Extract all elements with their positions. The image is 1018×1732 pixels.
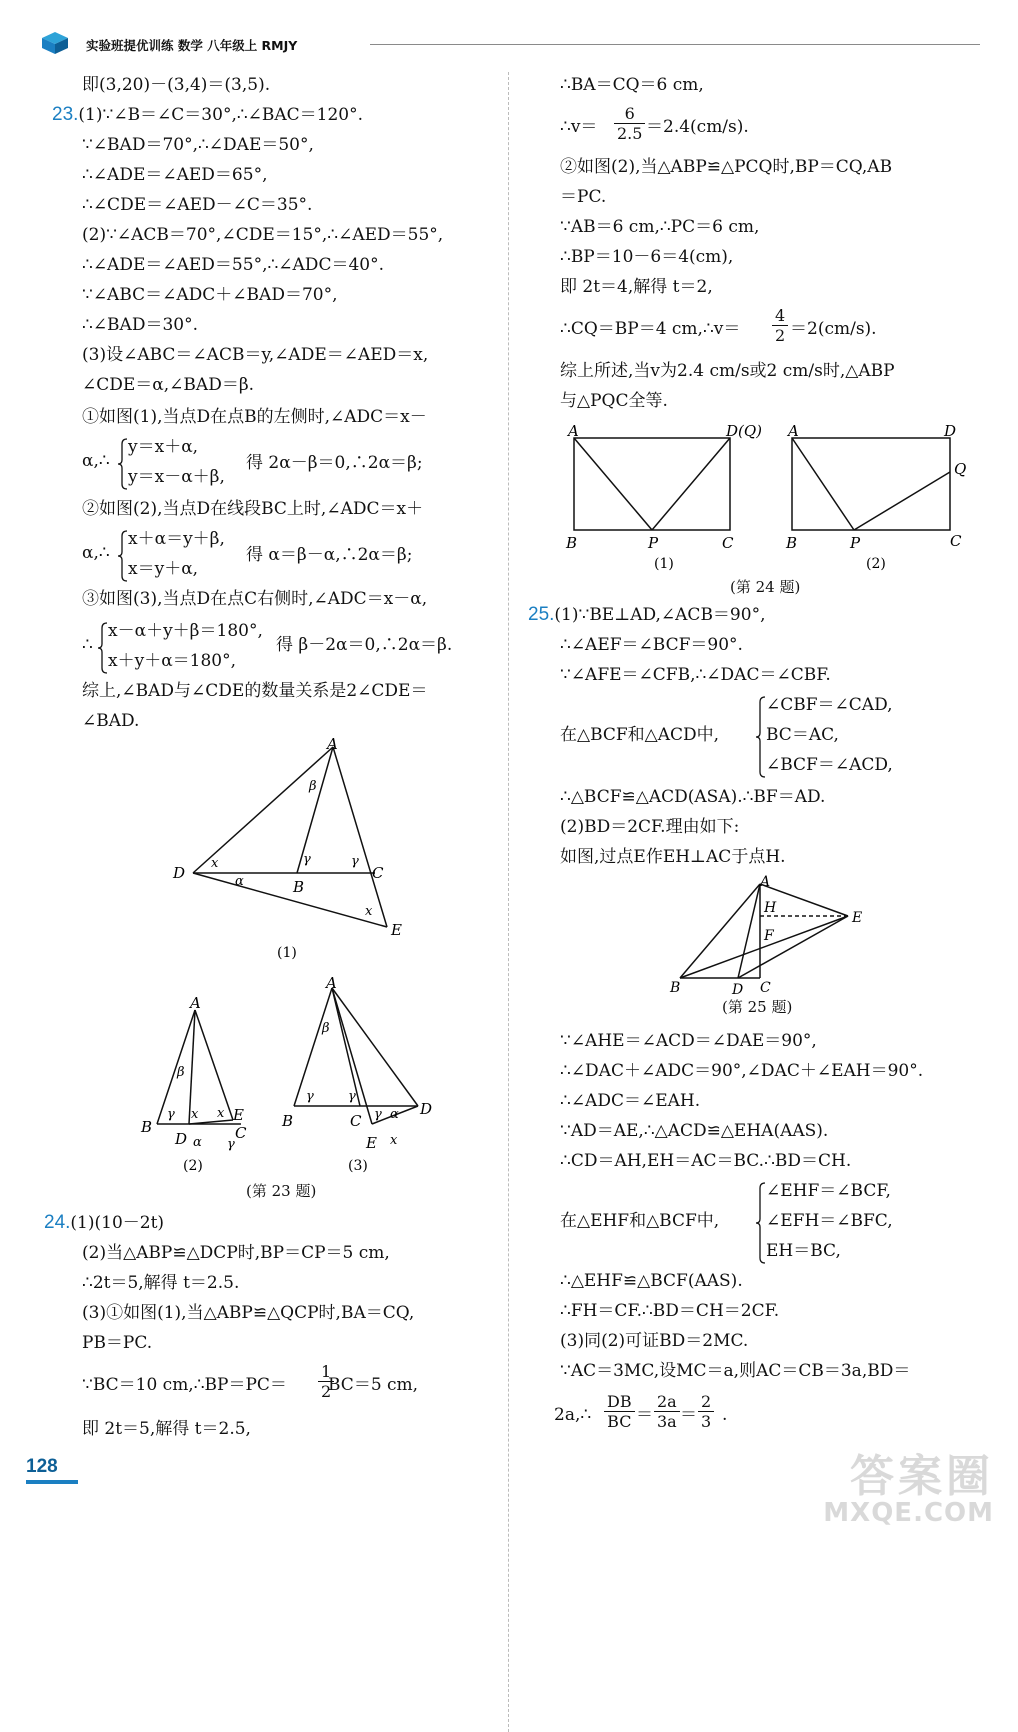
text-line — [82, 254, 384, 276]
fig-sublabel: (2) — [183, 1158, 203, 1174]
text-line — [560, 116, 597, 138]
fig-label: E — [391, 921, 402, 939]
text-line — [766, 1180, 891, 1202]
fraction — [604, 1392, 635, 1431]
text-line — [560, 1090, 700, 1112]
text-content: ∵∠AHE＝∠ACD＝∠DAE＝90°, — [560, 1031, 817, 1051]
text-line — [646, 116, 749, 138]
header-rule — [370, 44, 980, 45]
fig-label: γ — [227, 1137, 235, 1152]
fraction-numerator: 2 — [698, 1392, 714, 1412]
fig-label: β — [322, 1021, 330, 1036]
text-line — [554, 1404, 591, 1426]
fig-label: C — [235, 1124, 247, 1142]
text-line — [766, 724, 839, 746]
text-line — [82, 74, 270, 96]
fig-label: A — [788, 422, 799, 440]
figure-24-2 — [782, 418, 982, 578]
text-content: 即 2t＝5,解得 t＝2.5, — [82, 1419, 251, 1439]
figure-24-1 — [562, 418, 772, 578]
text-content: y＝x＋α, — [128, 437, 199, 457]
text-content: ＝ — [680, 1405, 697, 1425]
left-brace-icon — [118, 438, 128, 490]
text-line — [82, 224, 443, 246]
fig-label: D — [732, 982, 744, 998]
text-line — [328, 1374, 418, 1396]
text-line — [128, 558, 198, 580]
fig-label: α — [390, 1107, 399, 1122]
text-content: 得 α＝β－α,∴2α＝β; — [246, 545, 413, 565]
text-line — [766, 694, 893, 716]
text-content: (1)(10－2t) — [70, 1213, 165, 1233]
question-number: 24. — [44, 1212, 71, 1233]
text-content: ∴∠AEF＝∠BCF＝90°. — [560, 635, 743, 655]
fig-label: β — [177, 1065, 185, 1080]
text-line — [82, 1374, 287, 1396]
text-content: ∴△BCF≌△ACD(ASA).∴BF＝AD. — [560, 787, 826, 807]
text-content: (3)同(2)可证BD＝2MC. — [560, 1331, 749, 1351]
text-content: PB＝PC. — [82, 1333, 153, 1353]
text-content: 得 2α－β＝0,∴2α＝β; — [246, 453, 423, 473]
text-line — [560, 156, 892, 178]
fig-label: γ — [348, 1089, 356, 1104]
text-line — [82, 284, 338, 306]
text-content: ∴∠DAC＋∠ADC＝90°,∠DAC＋∠EAH＝90°. — [560, 1061, 924, 1081]
text-content: ＝2.4(cm/s). — [646, 117, 749, 137]
text-line — [766, 754, 893, 776]
fraction-denominator: 2 — [321, 1382, 332, 1401]
text-content: α,∴ — [82, 543, 110, 563]
text-line — [560, 1210, 719, 1232]
text-line — [636, 1404, 653, 1426]
text-content: ∵AC＝3MC,设MC＝a,则AC＝CB＝3a,BD＝ — [560, 1361, 911, 1381]
fig-label: D — [173, 864, 186, 882]
fraction-denominator: 2.5 — [617, 124, 643, 143]
fig-label: Q — [954, 460, 967, 478]
fraction-denominator: 3a — [657, 1412, 677, 1431]
text-content: ∵∠BAD＝70°,∴∠DAE＝50°, — [82, 135, 314, 155]
watermark-bottom: MXQE.COM — [823, 1498, 994, 1528]
text-content: ∴ — [82, 635, 93, 655]
text-line — [246, 544, 412, 566]
text-line — [560, 634, 743, 656]
fig-label: x — [365, 904, 373, 919]
figure-23-2 — [135, 990, 260, 1179]
figure-23-3 — [278, 970, 448, 1179]
fraction-denominator: BC — [607, 1412, 632, 1431]
text-line — [560, 246, 733, 268]
fig-label: A — [190, 994, 201, 1012]
fig-label: A — [760, 874, 771, 890]
text-line — [276, 634, 452, 656]
text-line — [108, 620, 263, 642]
fig-label: B — [141, 1118, 153, 1136]
text-content: ∠BAD. — [82, 711, 140, 731]
fig-label: E — [366, 1134, 377, 1152]
text-line — [560, 1030, 817, 1052]
text-content: ∠CBF＝∠CAD, — [766, 695, 893, 715]
text-content: ∴2t＝5,解得 t＝2.5. — [82, 1273, 240, 1293]
text-line — [560, 1060, 923, 1082]
text-content: ∴∠ADC＝∠EAH. — [560, 1091, 701, 1111]
text-line — [82, 588, 427, 610]
text-content: x＋y＋α＝180°, — [108, 651, 237, 671]
fig-label: γ — [351, 854, 359, 869]
text-line — [560, 74, 704, 96]
text-content: ∴∠CDE＝∠AED－∠C＝35°. — [82, 195, 313, 215]
left-brace-icon — [118, 530, 128, 582]
text-content: x＋α＝y＋β, — [128, 529, 225, 549]
text-line — [82, 1302, 414, 1324]
fig-label: β — [309, 779, 317, 794]
text-line — [82, 314, 198, 336]
text-content: ②如图(2),当△ABP≌△PCQ时,BP＝CQ,AB — [560, 157, 893, 177]
text-line — [128, 436, 198, 458]
left-brace-icon — [756, 696, 766, 778]
text-line — [722, 1404, 727, 1426]
text-line — [560, 816, 739, 838]
text-content: ＝ — [636, 1405, 653, 1425]
text-line — [560, 1120, 828, 1142]
text-line — [560, 318, 740, 340]
fig-label: P — [850, 534, 861, 552]
text-line — [82, 450, 110, 472]
fraction — [698, 1392, 714, 1431]
text-content: ∴CD＝AH,EH＝AC＝BC.∴BD＝CH. — [560, 1151, 852, 1171]
text-line — [560, 1300, 779, 1322]
text-content: ∴∠BAD＝30°. — [82, 315, 198, 335]
fraction-denominator: 2 — [775, 326, 786, 345]
text-line — [560, 216, 759, 238]
text-content: 即(3,20)－(3,4)＝(3,5). — [82, 75, 271, 95]
fig-label: F — [764, 928, 774, 944]
text-line — [560, 664, 831, 686]
fraction — [654, 1392, 680, 1431]
fig-label: A — [568, 422, 579, 440]
fig-label: B — [670, 980, 681, 996]
text-content: ∴∠ADE＝∠AED＝65°, — [82, 165, 268, 185]
text-line — [82, 406, 427, 428]
text-line — [82, 164, 267, 186]
text-content: 2a,∴ — [554, 1405, 592, 1425]
text-line — [560, 1360, 910, 1382]
text-line — [560, 724, 719, 746]
text-line — [82, 710, 139, 732]
text-content: ∵∠ABC＝∠ADC＋∠BAD＝70°, — [82, 285, 338, 305]
question-number: 25. — [528, 604, 555, 625]
text-content: ＝PC. — [560, 187, 607, 207]
text-line — [82, 194, 312, 216]
fig-label: B — [566, 534, 578, 552]
fig-label: D — [944, 422, 957, 440]
text-content: 在△BCF和△ACD中, — [560, 725, 720, 745]
fig-label: H — [764, 900, 777, 916]
text-content: (2)∵∠ACB＝70°,∠CDE＝15°,∴∠AED＝55°, — [82, 225, 444, 245]
fig-label: A — [327, 735, 338, 753]
fig-label: A — [326, 974, 337, 992]
text-line — [128, 528, 225, 550]
text-line — [560, 786, 825, 808]
text-content: BC＝5 cm, — [328, 1375, 419, 1395]
fraction-numerator: DB — [604, 1392, 635, 1412]
text-line — [560, 276, 713, 298]
left-brace-icon — [756, 1182, 766, 1264]
fig-label: γ — [306, 1089, 314, 1104]
text-content: 在△EHF和△BCF中, — [560, 1211, 720, 1231]
text-line — [766, 1210, 893, 1232]
fig-label: E — [852, 910, 863, 926]
fig-label: x — [217, 1106, 225, 1121]
text-content: 得 β－2α＝0,∴2α＝β. — [276, 635, 453, 655]
text-content: ∠EFH＝∠BFC, — [766, 1211, 893, 1231]
fig-label: C — [950, 532, 962, 550]
text-line — [82, 344, 428, 366]
fig-label: B — [786, 534, 798, 552]
fraction — [318, 1362, 334, 1401]
fraction-numerator: 4 — [772, 306, 788, 326]
text-line — [44, 1212, 164, 1234]
text-content: BC＝AC, — [766, 725, 839, 745]
text-line — [82, 1418, 251, 1440]
text-content: ∴v＝ — [560, 117, 598, 137]
figure-24-caption: (第 24 题) — [730, 578, 801, 596]
fig-label: C — [372, 864, 384, 882]
page-number: 128 — [26, 1456, 58, 1477]
text-line — [82, 498, 423, 520]
figure-23-caption: (第 23 题) — [246, 1182, 317, 1200]
text-line — [560, 1270, 743, 1292]
text-line — [560, 360, 895, 382]
text-line — [766, 1240, 841, 1262]
fig-label: E — [233, 1106, 244, 1124]
fig-label: C — [760, 980, 771, 996]
fig-label: x — [211, 856, 219, 871]
fig-label: γ — [167, 1107, 175, 1122]
text-content: 如图,过点E作EH⊥AC于点H. — [560, 847, 786, 867]
text-content: (3)①如图(1),当△ABP≌△QCP时,BA＝CQ, — [82, 1303, 415, 1323]
text-line — [82, 1272, 239, 1294]
text-line — [108, 650, 236, 672]
text-content: ∴CQ＝BP＝4 cm,∴v＝ — [560, 319, 741, 339]
text-content: ∵BC＝10 cm,∴BP＝PC＝ — [82, 1375, 287, 1395]
fig-sublabel: (1) — [277, 945, 297, 961]
column-divider — [508, 72, 509, 1732]
text-line — [82, 634, 93, 656]
text-line — [82, 134, 314, 156]
fraction-numerator: 2a — [654, 1392, 680, 1412]
fig-label: γ — [303, 852, 311, 867]
fig-label: D — [175, 1130, 188, 1148]
fig-label: B — [293, 878, 305, 896]
fig-label: α — [193, 1135, 202, 1150]
text-line — [560, 846, 786, 868]
fig-sublabel: (1) — [654, 556, 674, 572]
fraction — [772, 306, 788, 345]
left-brace-icon — [98, 622, 108, 674]
header-title: 实验班提优训练 数学 八年级上 RMJY — [86, 38, 298, 53]
fig-label: x — [390, 1133, 398, 1148]
text-line — [82, 1242, 390, 1264]
text-content: ∠EHF＝∠BCF, — [766, 1181, 891, 1201]
text-line — [82, 1332, 152, 1354]
text-content: 即 2t＝4,解得 t＝2, — [560, 277, 713, 297]
book-logo-icon — [40, 30, 70, 56]
fig-label: B — [282, 1112, 294, 1130]
text-content: (1)∵∠B＝∠C＝30°,∴∠BAC＝120°. — [78, 105, 364, 125]
text-content: ②如图(2),当点D在线段BC上时,∠ADC＝x＋ — [82, 499, 424, 519]
text-content: ①如图(1),当点D在点B的左侧时,∠ADC＝x－ — [82, 407, 427, 427]
fig-label: C — [722, 534, 734, 552]
fraction — [614, 104, 645, 143]
text-line — [560, 390, 668, 412]
text-content: ∠BCF＝∠ACD, — [766, 755, 893, 775]
fraction-numerator: 6 — [614, 104, 645, 124]
text-line — [52, 104, 363, 126]
text-line — [790, 318, 877, 340]
page-number-bar — [26, 1480, 78, 1484]
text-content: (2)当△ABP≌△DCP时,BP＝CP＝5 cm, — [82, 1243, 390, 1263]
text-content: (3)设∠ABC＝∠ACB＝y,∠ADE＝∠AED＝x, — [82, 345, 429, 365]
text-content: α,∴ — [82, 451, 110, 471]
text-content: . — [722, 1405, 728, 1425]
page-header — [40, 30, 980, 58]
text-content: ＝2(cm/s). — [790, 319, 877, 339]
text-content: x＝y＋α, — [128, 559, 199, 579]
text-content: ∵AD＝AE,∴△ACD≌△EHA(AAS). — [560, 1121, 829, 1141]
fraction-denominator: 3 — [701, 1412, 712, 1431]
text-content: ∴BA＝CQ＝6 cm, — [560, 75, 704, 95]
fig-sublabel: (3) — [348, 1158, 368, 1174]
text-line — [560, 1330, 748, 1352]
fig-label: α — [235, 874, 244, 889]
text-content: EH＝BC, — [766, 1241, 841, 1261]
text-content: ∴∠ADE＝∠AED＝55°,∴∠ADC＝40°. — [82, 255, 384, 275]
text-content: ∵AB＝6 cm,∴PC＝6 cm, — [560, 217, 760, 237]
fig-label: γ — [374, 1107, 382, 1122]
text-content: ∴△EHF≌△BCF(AAS). — [560, 1271, 743, 1291]
text-content: (2)BD＝2CF.理由如下: — [560, 817, 740, 837]
text-content: ∠CDE＝α,∠BAD＝β. — [82, 375, 255, 395]
text-line — [560, 186, 606, 208]
text-line — [528, 604, 765, 626]
figure-25 — [664, 870, 874, 1002]
text-content: ∴FH＝CF.∴BD＝CH＝2CF. — [560, 1301, 780, 1321]
text-content: y＝x－α＋β, — [128, 467, 225, 487]
fig-label: D(Q) — [726, 422, 763, 440]
text-line — [128, 466, 225, 488]
figure-25-caption: (第 25 题) — [722, 998, 793, 1016]
fig-label: C — [350, 1112, 362, 1130]
text-line — [680, 1404, 697, 1426]
figure-23-1 — [165, 735, 415, 969]
fig-label: x — [191, 1107, 199, 1122]
text-content: 与△PQC全等. — [560, 391, 668, 411]
text-content: ∵∠AFE＝∠CFB,∴∠DAC＝∠CBF. — [560, 665, 831, 685]
question-number: 23. — [52, 104, 79, 125]
text-content: 综上所述,当v为2.4 cm/s或2 cm/s时,△ABP — [560, 361, 895, 381]
fig-label: P — [648, 534, 659, 552]
text-content: x－α＋y＋β＝180°, — [108, 621, 263, 641]
text-content: ③如图(3),当点D在点C右侧时,∠ADC＝x－α, — [82, 589, 428, 609]
fig-label: D — [420, 1100, 433, 1118]
fraction-numerator: 1 — [318, 1362, 334, 1382]
watermark — [800, 1440, 1000, 1532]
text-content: (1)∵BE⊥AD,∠ACB＝90°, — [554, 605, 766, 625]
fig-sublabel: (2) — [866, 556, 886, 572]
text-content: 综上,∠BAD与∠CDE的数量关系是2∠CDE＝ — [82, 681, 428, 701]
text-line — [82, 680, 427, 702]
text-line — [246, 452, 423, 474]
text-content: ∴BP＝10－6＝4(cm), — [560, 247, 734, 267]
text-line — [82, 542, 110, 564]
text-line — [82, 374, 254, 396]
watermark-top: 答案圈 — [850, 1451, 994, 1502]
text-line — [560, 1150, 851, 1172]
